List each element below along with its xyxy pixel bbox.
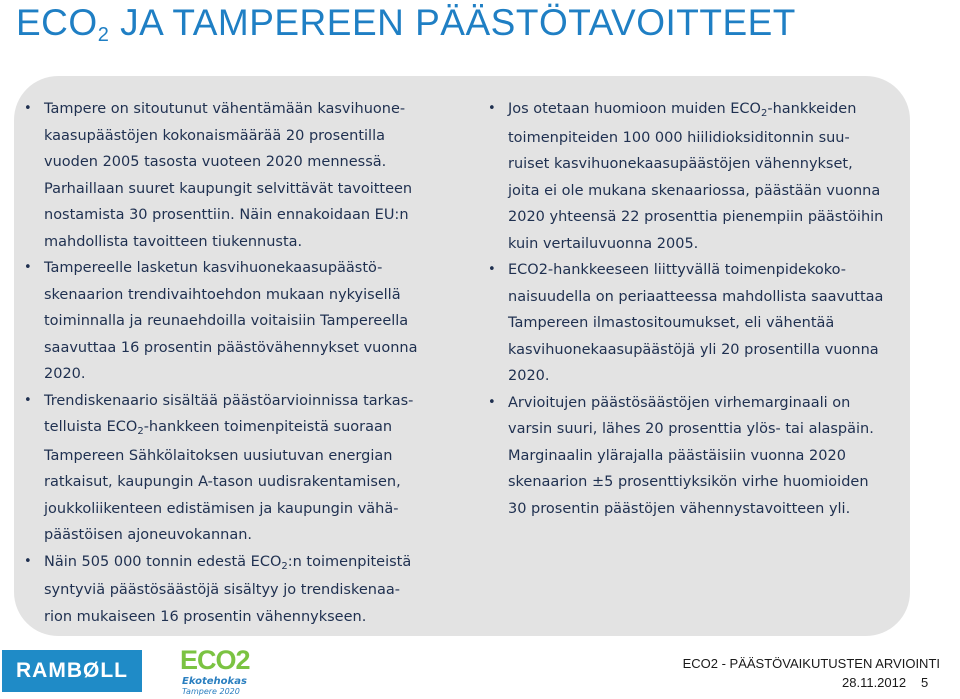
list-line: Tampereen Sähkölaitoksen uusiutuvan energian	[44, 447, 393, 464]
list-line: naisuudella on periaatteessa mahdollista saavuttaa	[508, 288, 884, 305]
eco2-logo: ECO2 Ekotehokas Tampere 2020	[180, 645, 250, 696]
bullet-eco2-savings: • Näin 505 000 tonnin edestä $ECO_2:n$ toimenpiteistä	[24, 549, 464, 578]
list-line: 30 prosentin päästöjen vähennystavoitteen yli.	[508, 500, 851, 517]
list-line: nostamista 30 prosenttiin. Näin ennakoidaan EU:n	[44, 207, 409, 223]
bullet-icon: •	[24, 553, 32, 569]
left-column	[24, 96, 464, 630]
list-line: toimenpiteiden 100 000 hiilidioksiditonnin suu-	[508, 129, 850, 146]
list-line: 2020.	[44, 366, 86, 382]
list-line: skenaarion ±5 prosenttiyksikön virhe huomioiden	[508, 474, 869, 490]
list-line: vuoden 2005 tasosta vuoteen 2020 mennessä.	[44, 154, 387, 170]
list-line: syntyviä päästösäästöjä sisältyy jo trendiskenaa-	[44, 582, 400, 598]
bullet-icon: •	[24, 101, 32, 116]
bullet-icon: •	[488, 262, 496, 277]
list-line: ruiset kasvihuonekaasupäästöjen vähennykset,	[508, 156, 853, 172]
list-line: Marginaalin ylärajalla päästäisiin vuonna 2020	[508, 447, 846, 464]
list-line: toiminnalla ja reunaehdoilla voitaisiin Tampereella	[44, 313, 409, 329]
list-line: mahdollista tavoitteen tiukennusta.	[44, 233, 303, 250]
list-line: Parhaillaan suuret kaupungit selvittävät tavoitteen	[44, 180, 413, 197]
list-line: ratkaisut, kaupungin A-tason uudisrakentamisen,	[44, 474, 401, 490]
report-date: 28.11.2012	[842, 675, 907, 690]
list-line: kaasupäästöjen kokonaismäärää 20 prosentilla	[44, 127, 385, 144]
list-line: rion mukaiseen 16 prosentin vähennykseen.	[44, 608, 367, 625]
list-line: joita ei ole mukana skenaariossa, päästään vuonna	[508, 182, 881, 199]
list-line: telluista $ECO_2$-hankkeen toimenpiteistä suoraan	[44, 419, 393, 437]
list-line: varsin suuri, lähes 20 prosenttia ylös- tai alaspäin.	[508, 421, 874, 437]
bullet-eco2-measures: • ECO2-hankkeeseen liittyvällä toimenpidekoko-	[488, 257, 908, 284]
list-line: Tampereen ilmastositoumukset, eli vähentää	[508, 315, 835, 331]
list-line: 2020 yhteensä 22 prosenttia pienempiin päästöihin	[508, 209, 884, 225]
bullet-icon: •	[24, 260, 32, 275]
bullet-icon: •	[488, 394, 496, 410]
list-line: 2020.	[508, 368, 550, 384]
list-line: skenaarion trendivaihtoehdon mukaan nykyisellä	[44, 286, 401, 303]
bullet-other-projects: • Jos otetaan huomioon muiden $ECO_2$-hankkeiden	[488, 96, 908, 125]
list-line: saavuttaa 16 prosentin päästövähennykset vuonna	[44, 339, 418, 356]
right-column	[488, 96, 908, 522]
ramboll-logo: RAMBØLL	[2, 650, 142, 692]
page-number: 5	[921, 675, 929, 690]
report-title: ECO2 - PÄÄSTÖVAIKUTUSTEN ARVIOINTI	[682, 656, 940, 671]
bullet-error-margin: • Arvioitujen päästösäästöjen virhemarginaali on	[488, 390, 908, 417]
bullet-icon: •	[488, 101, 496, 116]
bullet-trend-contents: • Trendiskenaario sisältää päästöarvioinnissa tarkas-	[24, 388, 464, 415]
list-line: kuin vertailuvuonna 2005.	[508, 235, 699, 252]
list-line: kasvihuonekaasupäästöjä yli 20 prosentilla vuonna	[508, 341, 879, 358]
bullet-trend-scenario: • Tampereelle lasketun kasvihuonekaasupäästö-	[24, 255, 464, 282]
page-title: $ECO_2$ JA TAMPEREEN PÄÄSTÖTAVOITTEET	[16, 2, 796, 46]
bullet-icon: •	[24, 392, 32, 408]
list-line: joukkoliikenteen edistämisen ja kaupungin vähä-	[44, 500, 399, 517]
list-line: päästöisen ajoneuvokannan.	[44, 527, 253, 543]
bullet-commitment: • Tampere on sitoutunut vähentämään kasvihuone-	[24, 96, 464, 123]
